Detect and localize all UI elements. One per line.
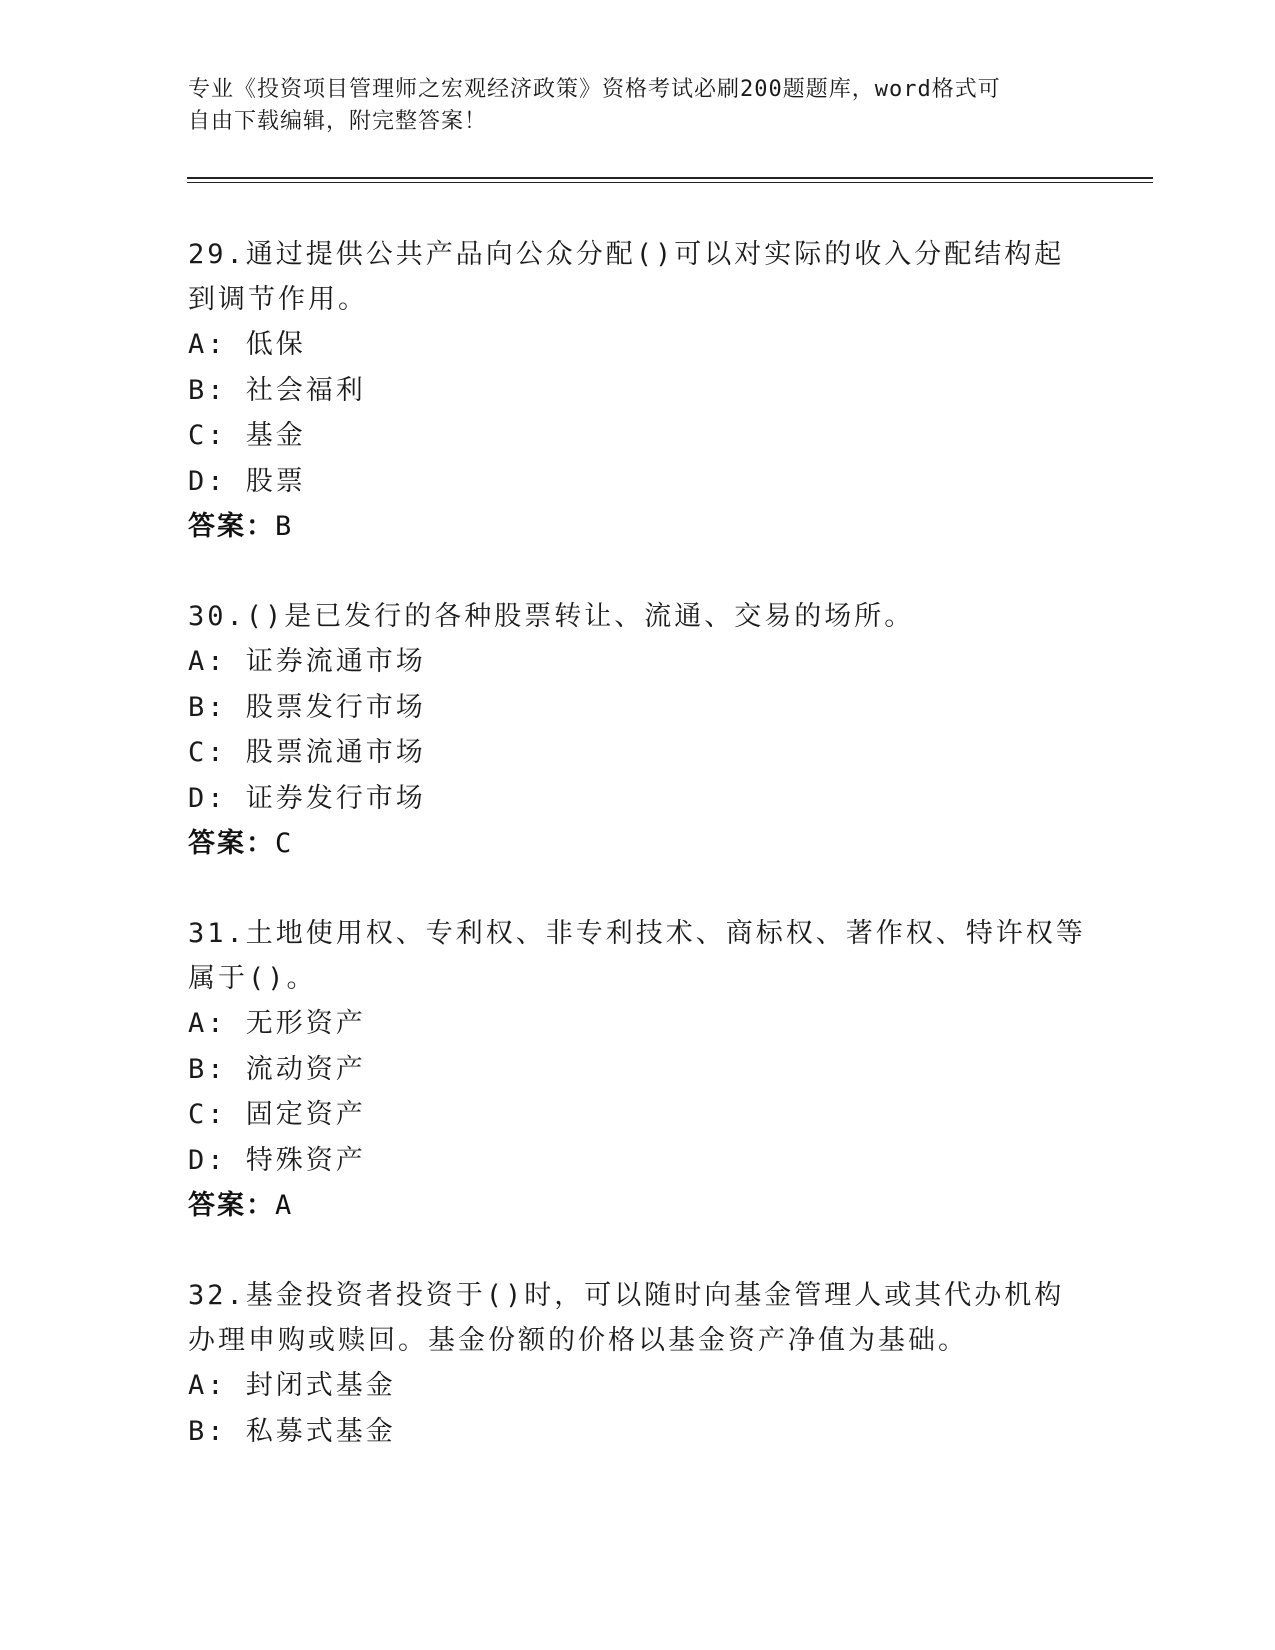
question-list [188,232,1088,1498]
question-stem: 30.()是已发行的各种股票转让、流通、交易的场所。 [188,601,915,632]
answer-value: A [275,1190,294,1221]
answer-line [188,1183,1088,1229]
answer-value: B [275,511,294,542]
answer-label: 答案： [188,511,275,542]
question-31 [188,911,1088,1229]
question-32 [188,1273,1088,1454]
option-c: C: 基金 [188,420,306,451]
header-divider-thick [187,177,1153,179]
option-a: A: 证券流通市场 [188,646,426,677]
option-d: D: 特殊资产 [188,1144,366,1176]
option-b: B: 社会福利 [188,374,366,406]
question-30 [188,594,1088,867]
question-stem: 31.土地使用权、专利权、非专利技术、商标权、著作权、特许权等属于()。 [188,918,1086,994]
option-c: C: 股票流通市场 [188,737,426,768]
question-stem: 32.基金投资者投资于()时，可以随时向基金管理人或其代办机构办理申购或赎回。基金份额的价格以基金资产净值为基础。 [188,1280,1065,1356]
option-a: A: 低保 [188,329,306,360]
answer-line [188,504,1088,550]
option-a: A: 封闭式基金 [188,1370,396,1401]
question-29 [188,232,1088,550]
answer-label: 答案： [188,1190,275,1221]
header-line-1: 专业《投资项目管理师之宏观经济政策》资格考试必刷200题题库，word格式可 [188,77,1001,102]
answer-label: 答案： [188,828,275,859]
document-header [188,74,1068,138]
option-b: B: 股票发行市场 [188,691,426,723]
option-b: B: 私募式基金 [188,1415,396,1447]
option-d: D: 证券发行市场 [188,782,426,814]
option-d: D: 股票 [188,465,306,497]
header-divider-thin [187,182,1153,183]
option-b: B: 流动资产 [188,1053,366,1085]
option-c: C: 固定资产 [188,1099,366,1130]
question-stem: 29.通过提供公共产品向公众分配()可以对实际的收入分配结构起到调节作用。 [188,239,1065,315]
answer-value: C [275,828,294,859]
option-a: A: 无形资产 [188,1008,366,1039]
header-line-2: 自由下载编辑，附完整答案！ [188,109,488,134]
answer-line [188,821,1088,867]
